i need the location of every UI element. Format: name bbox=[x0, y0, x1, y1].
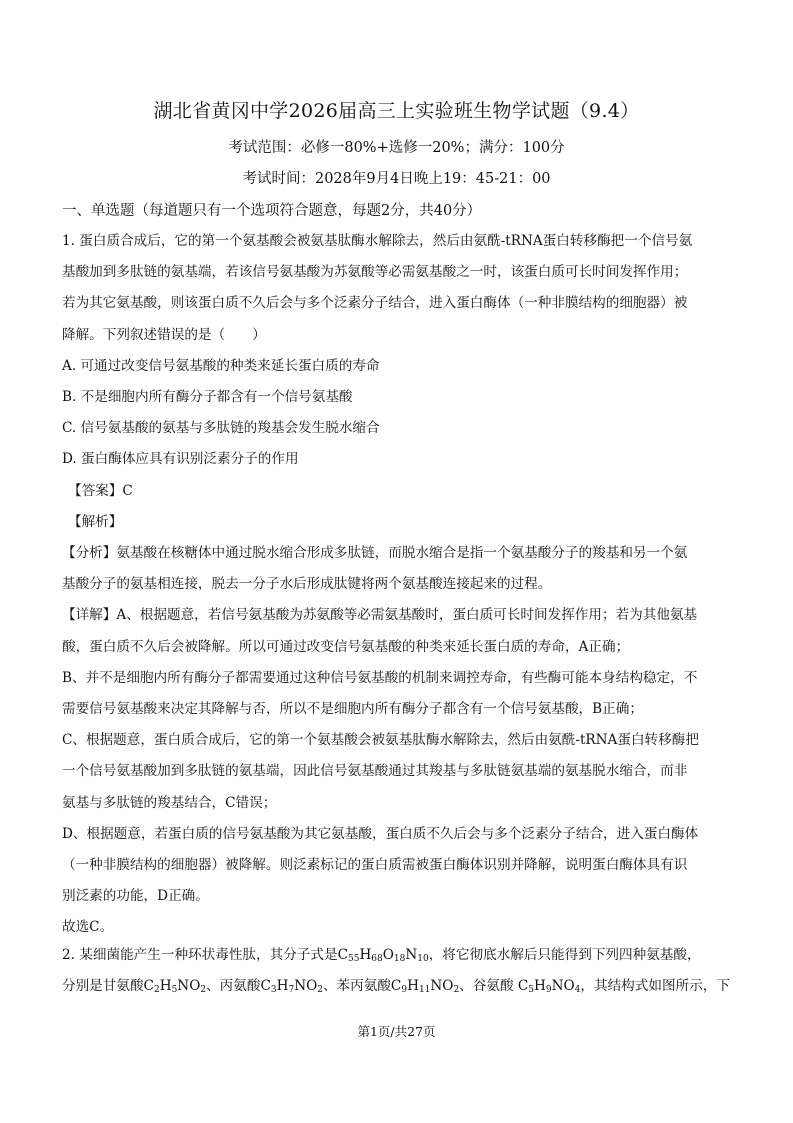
text-run: 2. 某细菌能产生一种环状毒性肽，其分子式是C bbox=[62, 947, 348, 963]
exam-scope: 考试范围：必修一80%+选修一20%；满分：100分 bbox=[228, 140, 565, 156]
page-footer: 第1页/共27页 bbox=[357, 1024, 436, 1039]
subscript: 2 bbox=[200, 985, 207, 996]
question-stem-line: 基酸加到多肽链的氨基端，若该信号氨基酸为苏氨酸等必需氨基酸之一时，该蛋白质可长时间发挥作用； bbox=[62, 264, 688, 281]
section-heading: 一、单选题（每道题只有一个选项符合题意，每题2分，共40分） bbox=[62, 203, 482, 219]
subscript: 2 bbox=[317, 985, 323, 996]
text-run: 、谷氨酸 C bbox=[459, 978, 529, 995]
subscript: 2 bbox=[453, 985, 460, 996]
subscript: 3 bbox=[270, 985, 277, 996]
option-d: D. 蛋白酶体应具有识别泛素分子的作用 bbox=[62, 451, 299, 468]
text-run: 分别是甘氨酸C bbox=[62, 978, 154, 995]
text-run: H bbox=[159, 978, 172, 995]
explanation-line: C、根据题意，蛋白质合成后，它的第一个氨基酸会被氨基肽酶水解除去，然后由氨酰-tRNA蛋白转移酶把 bbox=[62, 732, 699, 749]
page-title: 湖北省黄冈中学2026届高三上实验班生物学试题（9.4） bbox=[153, 100, 640, 122]
text-run: O bbox=[382, 947, 394, 963]
option-a: A. 可通过改变信号氨基酸的种类来延长蛋白质的寿命 bbox=[62, 357, 380, 374]
subscript: 5 bbox=[528, 985, 535, 996]
question-stem-line: 降解。下列叙述错误的是（ ） bbox=[62, 326, 266, 343]
explanation-line: （一种非膜结构的细胞器）被降解。则泛素标记的蛋白质需被蛋白酶体识别并降解，说明蛋白酶体具有识 bbox=[62, 857, 688, 874]
explanation-line: 需要信号氨基酸来决定其降解与否，所以不是细胞内所有酶分子都含有一个信号氨基酸，B正确； bbox=[62, 701, 643, 718]
subscript: 9 bbox=[401, 985, 408, 996]
question-2 bbox=[62, 940, 730, 1002]
explanation-line: 酸，蛋白质不久后会被降解。所以可通过改变信号氨基酸的种类来延长蛋白质的寿命，A正确； bbox=[62, 638, 630, 655]
explanation-line: 故选C。 bbox=[62, 919, 114, 936]
subscript: 10 bbox=[417, 954, 429, 964]
subscript: 9 bbox=[545, 985, 552, 996]
subscript: 18 bbox=[393, 954, 406, 964]
text-run: 、丙氨酸C bbox=[206, 978, 271, 995]
option-c: C. 信号氨基酸的氨基与多肽链的羧基会发生脱水缩合 bbox=[62, 420, 380, 437]
subscript: 11 bbox=[418, 985, 431, 996]
text-run: H bbox=[276, 978, 289, 995]
text-run: NO bbox=[294, 978, 318, 995]
subscript: 4 bbox=[574, 985, 581, 996]
analysis-label: 【解析】 bbox=[68, 513, 123, 530]
explanation-line: 【分析】氨基酸在核糖体中通过脱水缩合形成多肽链，而脱水缩合是指一个氨基酸分子的羧基和另一个氨 bbox=[62, 545, 688, 562]
text-run: H bbox=[407, 978, 419, 995]
text-run: 、苯丙氨酸C bbox=[322, 978, 402, 995]
text-run: H bbox=[534, 978, 546, 995]
explanation-line: 别泛素的功能，D正确。 bbox=[62, 888, 209, 905]
question-1 bbox=[62, 226, 730, 944]
subscript: 68 bbox=[371, 954, 383, 964]
text-run: H bbox=[359, 947, 372, 963]
text-run: NO bbox=[177, 978, 201, 995]
explanation-line: 氨基与多肽链的羧基结合，C错误； bbox=[62, 794, 277, 811]
question-2-line-2 bbox=[62, 971, 730, 1002]
text-run: ，其结构式如图所示，下 bbox=[580, 978, 730, 995]
explanation-line: 【详解】A、根据题意，若信号氨基酸为苏氨酸等必需氨基酸时，蛋白质可长时间发挥作用；若为其他氨基 bbox=[62, 607, 698, 624]
text-run: NO bbox=[430, 978, 454, 995]
text-run: NO bbox=[551, 978, 575, 995]
subscript: 55 bbox=[347, 954, 360, 964]
explanation-line: D、根据题意，若蛋白质的信号氨基酸为其它氨基酸，蛋白质不久后会与多个泛素分子结合，进入蛋白酶体 bbox=[62, 825, 699, 842]
option-b: B. 不是细胞内所有酶分子都含有一个信号氨基酸 bbox=[62, 389, 353, 406]
answer-line: 【答案】C bbox=[68, 482, 133, 499]
question-stem-line: 1. 蛋白质合成后，它的第一个氨基酸会被氨基肽酶水解除去，然后由氨酰-tRNA蛋白转移酶把一个信号氨 bbox=[62, 233, 693, 249]
text-run: N bbox=[405, 947, 418, 963]
subscript: 5 bbox=[171, 985, 178, 996]
exam-time: 考试时间：2028年9月4日晚上19：45-21：00 bbox=[242, 171, 551, 187]
explanation-line: 一个信号氨基酸加到多肽链的氨基端，因此信号氨基酸通过其羧基与多肽链氨基端的氨基脱水缩合，而非 bbox=[62, 763, 688, 780]
text-run: ，将它彻底水解后只能得到下列四种氨基酸， bbox=[428, 947, 701, 963]
question-2-line-1 bbox=[62, 940, 730, 971]
subscript: 7 bbox=[288, 985, 295, 996]
explanation-line: 基酸分子的氨基相连接，脱去一分子水后形成肽键将两个氨基酸连接起来的过程。 bbox=[62, 576, 552, 593]
question-stem-line: 若为其它氨基酸，则该蛋白质不久后会与多个泛素分子结合，进入蛋白酶体（一种非膜结构的细胞器）被 bbox=[62, 295, 688, 312]
explanation-line: B、并不是细胞内所有酶分子都需要通过这种信号氨基酸的机制来调控寿命，有些酶可能本身结构稳定，不 bbox=[62, 669, 698, 686]
subscript: 2 bbox=[153, 985, 160, 996]
